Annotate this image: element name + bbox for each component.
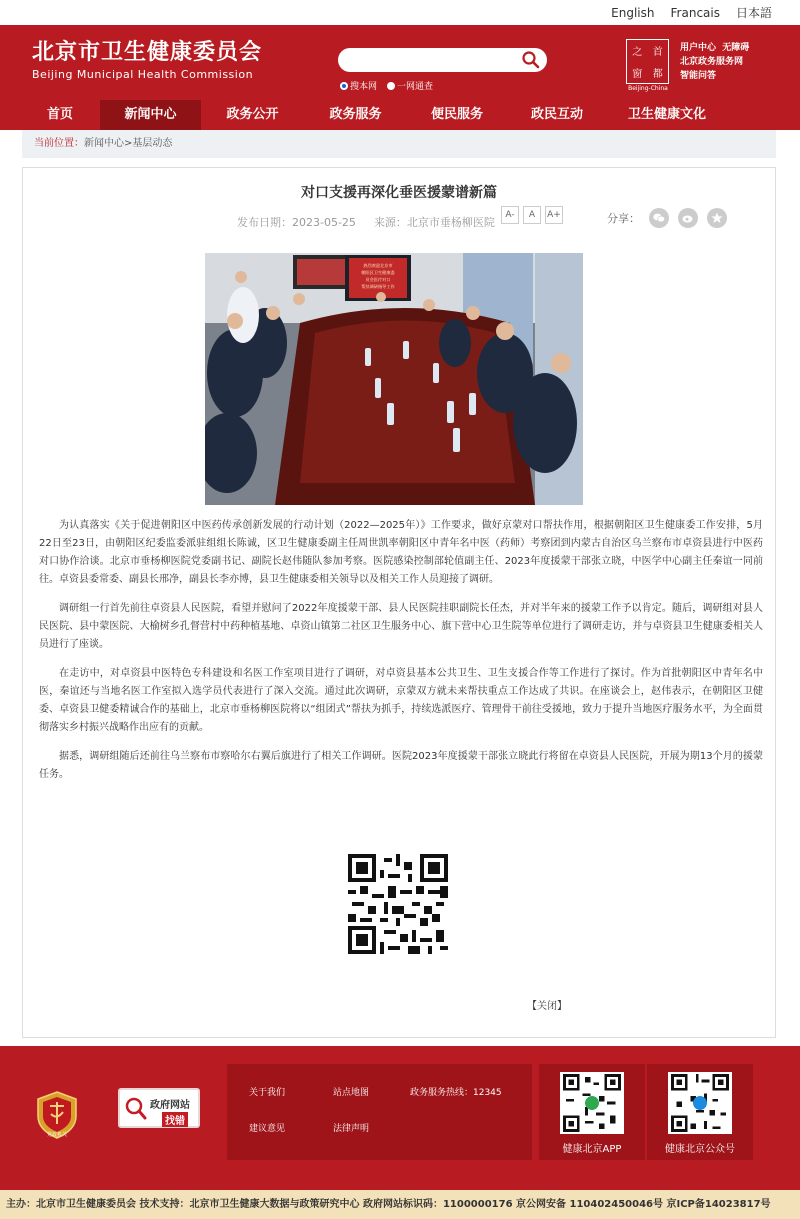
breadcrumb-path[interactable]: 新闻中心>基层动态 <box>84 138 173 149</box>
footer-info-bar: 主办：北京市卫生健康委员会 技术支持：北京市卫生健康大数据与政策研究中心 政府网站标识码：1100000176 京公网安备 110402450046号 京ICP备14023817号 <box>0 1190 800 1219</box>
lang-english-link[interactable]: English <box>611 5 655 20</box>
font-increase-button[interactable]: A+ <box>545 206 563 224</box>
photo-banner-line: 帮扶调研指导工作 <box>361 284 395 289</box>
article-paragraph: 调研组一行首先前往卓资县人民医院，看望并慰问了2022年度援蒙干部、县人民医院挂职副院长任杰，并对半年来的援蒙工作予以肯定。随后，调研组对县人民医院、县中蒙医院、大榆树乡孔督营村中药种植基地、卓资山镇第二社区卫生服务中心、旗下营中心卫生院等单位进行了调研走访，并与卓资县卫生健康委相关人员进行了座谈。 <box>39 603 763 650</box>
nav-public-services[interactable]: 便民服务 <box>430 107 483 122</box>
search-box <box>338 48 547 72</box>
nav-health-culture[interactable]: 卫生健康文化 <box>627 107 706 122</box>
search-scope <box>340 79 433 92</box>
search-icon[interactable] <box>521 50 541 70</box>
photo-banner-line: 热烈欢迎北京市 <box>363 263 393 268</box>
article-paragraph: 在走访中，对卓资县中医特色专科建设和名医工作室项目进行了调研，对卓资县基本公共卫生、卫生支援合作等工作进行了探讨。作为首批朝阳区中青年名中医，秦谊还与当地名医工作室拟入选学员代表进行了深入交流。通过此次调研，京蒙双方就未来帮扶重点工作达成了共识。在座谈会上，赵伟表示，在朝阳区卫健委、卓资县卫健委精诚合作的基础上，北京市垂杨柳医院将以“组团式”帮扶为抓手，持续选派医疗、管理骨干前往受援地，致力于提升当地医疗服务水平，为全面贯彻落实乡村振兴战略作出应有的贡献。 <box>39 668 763 733</box>
qr-app-code[interactable] <box>560 1072 624 1134</box>
search-input[interactable] <box>338 48 513 72</box>
language-bar <box>0 0 800 25</box>
footer-about-link[interactable]: 关于我们 <box>249 1088 286 1098</box>
footer-legal-link[interactable]: 法律声明 <box>333 1124 370 1134</box>
site-header <box>0 25 800 130</box>
user-center-link[interactable]: 用户中心 <box>680 43 717 53</box>
font-decrease-button[interactable]: A- <box>501 206 519 224</box>
article-title: 对口支援再深化垂医援蒙谱新篇 <box>301 185 497 201</box>
user-links <box>680 41 749 83</box>
site-footer <box>0 1046 800 1190</box>
publish-date: 发布日期：2023-05-25 <box>237 216 356 229</box>
qr-wechat-box <box>647 1064 753 1160</box>
party-agency-badge-icon[interactable] <box>34 1090 80 1140</box>
share-bar <box>607 208 727 228</box>
lang-french-link[interactable]: Francais <box>670 5 720 20</box>
article-paragraph: 据悉，调研组随后还前往乌兰察布市察哈尔右翼后旗进行了相关工作调研。医院2023年度援蒙干部张立晓此行将留在卓资县人民医院，开展为期13个月的援蒙任务。 <box>39 751 763 780</box>
footer-sitemap-link[interactable]: 站点地图 <box>333 1088 370 1098</box>
nav-home[interactable]: 首页 <box>46 107 73 122</box>
wechat-icon[interactable] <box>649 208 669 228</box>
breadcrumb-label: 当前位置： <box>34 138 84 149</box>
article-body <box>39 517 763 795</box>
qr-wechat-code[interactable] <box>668 1072 732 1134</box>
share-label: 分享： <box>607 212 640 225</box>
report-error-line1: 政府网站 <box>150 1100 190 1111</box>
party-badge-label: 党政机关 <box>46 1132 68 1138</box>
nav-gov-services[interactable]: 政务服务 <box>329 107 382 122</box>
radio-selected-icon <box>340 82 348 90</box>
site-title-cn: 北京市卫生健康委员会 <box>32 40 263 65</box>
article-qr-code <box>348 854 448 954</box>
article-photo <box>205 253 583 505</box>
article-panel <box>22 167 776 1038</box>
qzone-icon[interactable] <box>707 208 727 228</box>
site-logo[interactable] <box>32 39 262 81</box>
qr-app-label: 健康北京APP <box>562 1144 622 1155</box>
nav-news[interactable]: 新闻中心 <box>100 100 201 130</box>
capital-window-sub: Beijing-China <box>628 85 668 92</box>
article-paragraph: 为认真落实《关于促进朝阳区中医药传承创新发展的行动计划（2022—2025年）》工作要求，做好京蒙对口帮扶作用，根据朝阳区卫生健康委工作安排，5月22日至23日，由朝阳区纪委监委派驻组组长陈诚，区卫生健康委副主任周世凯率朝阳区中青年名中医（药师）考察团到内蒙古自治区乌兰察布市卓资县进行中医药对口协作洽谈。北京市垂杨柳医院党委副书记、副院长赵伟随队参加考察。医院感染控制部轮值副主任、2023年度援蒙干部张立晓，中医学中心副主任秦谊一同前往。卓资县委常委、副县长邢净，副县长李亦博，县卫生健康委相关领导以及相关工作人员迎接了调研。 <box>39 520 763 585</box>
photo-banner-line: 朝阳区卫生健康委 <box>361 270 395 275</box>
scope-option-site[interactable]: 搜本网 <box>340 79 377 92</box>
magnifier-icon <box>125 1096 147 1122</box>
radio-icon <box>387 82 395 90</box>
close-link[interactable]: 【关闭】 <box>527 1001 567 1012</box>
capital-window-logo[interactable]: 之 首 窗 都 <box>626 39 669 84</box>
breadcrumb <box>22 130 776 158</box>
site-title-en: Beijing Municipal Health Commission <box>32 68 254 81</box>
qr-wechat-label: 健康北京公众号 <box>665 1144 735 1155</box>
report-error-button[interactable] <box>118 1088 200 1128</box>
footer-hotline: 政务服务热线：12345 <box>410 1088 502 1098</box>
font-reset-button[interactable]: A <box>523 206 541 224</box>
footer-feedback-link[interactable]: 建议意见 <box>249 1124 286 1134</box>
footer-links <box>227 1064 532 1160</box>
scope-option-all[interactable]: 一网通查 <box>387 79 433 92</box>
photo-banner-line: 员会医疗对口 <box>365 277 391 282</box>
service-site-link[interactable]: 北京政务服务网 <box>680 57 744 67</box>
nav-interaction[interactable]: 政民互动 <box>530 107 583 122</box>
weibo-icon[interactable] <box>678 208 698 228</box>
accessibility-link[interactable]: 无障碍 <box>722 43 750 53</box>
font-size-controls <box>501 206 563 224</box>
nav-gov-affairs[interactable]: 政务公开 <box>226 107 279 122</box>
article-meta <box>237 214 495 230</box>
smart-qa-link[interactable]: 智能问答 <box>680 71 717 81</box>
main-nav <box>0 100 800 130</box>
report-error-line2: 找错 <box>162 1112 188 1127</box>
article-source: 来源：北京市垂杨柳医院 <box>373 216 495 229</box>
qr-app-box <box>539 1064 645 1160</box>
lang-japanese-link[interactable]: 日本語 <box>735 6 772 20</box>
